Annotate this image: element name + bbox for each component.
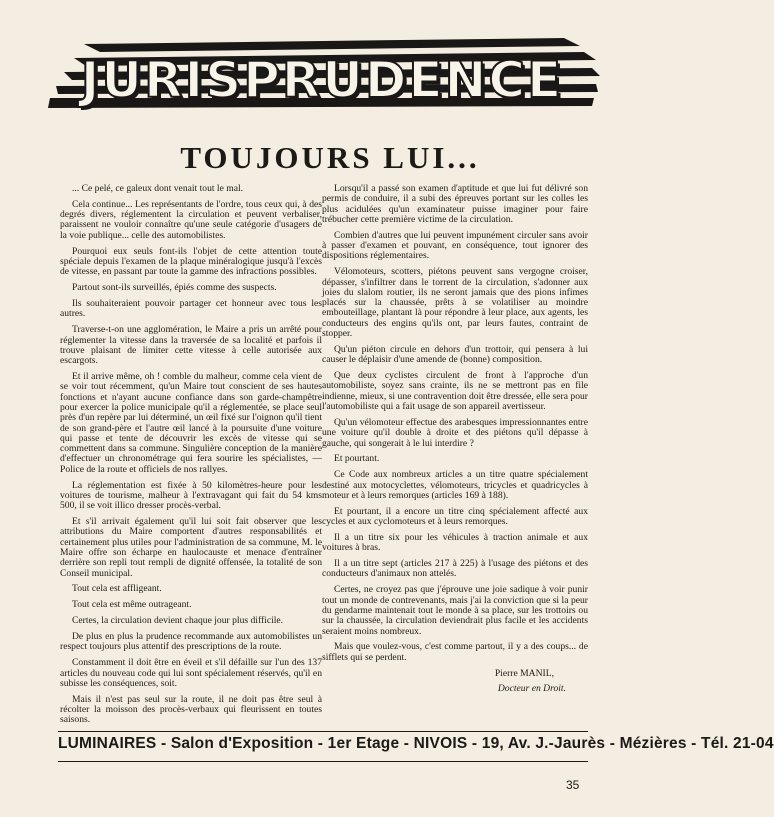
- paragraph: Traverse-t-on une agglomération, le Maire a pris un arrêté pour réglementer la vitesse dans la traversée de sa localité et parfois il trouve plaisant de limiter cette vitesse à celle autorisée aux escargots.: [60, 324, 322, 367]
- paragraph: Qu'un piéton circule en dehors d'un trottoir, qui pensera à lui causer le déplaisir d'une amende de (bonne) composition.: [322, 343, 588, 366]
- paragraph: Que deux cyclistes circulent de front à l'approche d'un automobiliste, soyez sans crainte, ils ne se mettront pas en file indienne, mieux, si une contravention doit être dressée, elle sera pour l'automobiliste qui a fait usage de son appareil avertisseur.: [322, 370, 588, 413]
- advertisement: LUMINAIRES - Salon d'Exposition - 1er Etage - NIVOIS - 19, Av. J.-Jaurès - Mézières - Tél. 21-04: [58, 735, 774, 752]
- paragraph: Et pourtant.: [334, 453, 380, 465]
- paragraph: Il a un titre sept (articles 217 à 225) à l'usage des piétons et des conducteurs d'animaux non attelés.: [322, 558, 588, 580]
- right-column: [322, 184, 588, 700]
- paragraph: Et il arrive même, oh ! comble du malheur, comme cela vient de se voir tout récemment, qu'un Maire tout conscient de ses hautes fonctions et n'ayant aucune confiance dans son garde-champêtre pour exercer la police municipale qu'il a réglementée, se place seul près d'un repère par lui déterminé, un œil fixé sur l'oignon qu'il tient de son grand-père et l'autre œil lancé à la poursuite d'une voiture qui passe et tente de découvrir les excès de vitesse qui se commettent dans sa commune. Singulière conception de la manière d'effectuer un chronométrage qui fera sourire les spécialistes, — Police de la route et officiels de nos rallyes.: [60, 371, 322, 475]
- paragraph: Et pourtant, il a encore un titre cinq spécialement affecté aux cycles et aux cyclomoteurs et à leurs remorques.: [322, 505, 588, 528]
- paragraph: Cela continue... Les représentants de l'ordre, tous ceux qui, à des degrés divers, réglementent la circulation et peuvent verbaliser, paraissent ne vouloir connaître qu'une seule catégorie d'usagers de la voie publique... celle des automobilistes.: [60, 198, 322, 241]
- paragraph: Combien d'autres que lui peuvent impunément circuler sans avoir à passer d'examen et pouvant, en conséquence, tout ignorer des dispositions réglementaires.: [322, 229, 588, 262]
- paragraph: Qu'un vélomoteur effectue des arabesques impressionnantes entre une voiture qu'il double à droite et des piétons qu'il dépasse à gauche, qui songerait à le lui interdire ?: [322, 416, 588, 449]
- advert-rule-bottom: [58, 761, 588, 762]
- paragraph: Mais il n'est pas seul sur la route, il ne doit pas être seul à récolter la moisson des procès-verbaux qui fleurissent en toutes saisons.: [60, 693, 322, 726]
- left-column: [60, 184, 322, 731]
- advert-rule-top: [58, 731, 588, 732]
- paragraph: Lorsqu'il a passé son examen d'aptitude et que lui fut délivré son permis de conduire, il a subi des épreuves portant sur les colles les plus acidulées qu'un examinateur puisse imaginer pour faire trébucher cette première victime de la circulation.: [322, 183, 588, 225]
- paragraph: Tout cela est même outrageant.: [72, 599, 192, 611]
- paragraph: Mais que voulez-vous, c'est comme partout, il y a des coups... de sifflets qui se perdent.: [322, 641, 588, 663]
- page-number: 35: [566, 778, 580, 792]
- section-banner: [44, 38, 600, 112]
- article-title: TOUJOURS LUI...: [180, 140, 480, 175]
- paragraph: Il a un titre six pour les véhicules à traction animale et aux voitures à bras.: [322, 531, 588, 554]
- paragraph: Constamment il doit être en éveil et s'il défaille sur l'un des 137 articles du nouveau code qui lui sont spécialement réservés, qu'il en subisse les conséquences, soit.: [60, 657, 322, 689]
- paragraph: Ce Code aux nombreux articles a un titre quatre spécialement destiné aux motocyclettes, vélomoteurs, tricycles et quadricycles à moteur et à leurs remorques (articles 169 à 188).: [322, 469, 588, 501]
- paragraph: Vélomoteurs, scotters, piétons peuvent sans vergogne croiser, dépasser, s'infiltrer dans le torrent de la circulation, s'adonner aux joies du slalom routier, ils ne seront jamais que des pions infimes placés sur la chaussée, prêts à se volatiliser au moindre embouteillage, plantant là pour répondre à leur place, aux agents, les conducteurs des engins qu'ils ont, par leurs fautes, contraint de stopper.: [322, 266, 588, 340]
- paragraph: Pourquoi eux seuls font-ils l'objet de cette attention toute spéciale depuis l'examen de la plaque minéralogique jusqu'à l'excès de vitesse, en passant par toute la gamme des infractions possibles.: [60, 245, 322, 278]
- paragraph: Ils souhaiteraient pouvoir partager cet honneur avec tous les autres.: [60, 298, 322, 320]
- banner-title: JURISPRUDENCE: [80, 51, 564, 109]
- paragraph: Tout cela est affligeant.: [72, 583, 162, 595]
- author-title: Docteur en Droit.: [497, 683, 566, 695]
- author-name: Pierre MANIL,: [494, 667, 554, 679]
- paragraph: Certes, ne croyez pas que j'éprouve une joie sadique à voir punir tout un monde de contrevenants, mais j'ai la conviction que si la peur du gendarme maintenait tout le monde à sa place, sur les trottoirs ou sur la chaussée, la circulation deviendrait plus facile et les accidents seraient moins nombreux.: [322, 584, 588, 637]
- paragraph: ... Ce pelé, ce galeux dont venait tout le mal.: [72, 183, 244, 194]
- paragraph: Et s'il arrivait également qu'il lui soit fait observer que les attributions du Maire comportent d'autres responsabilités et certainement plus utiles pour l'administration de sa commune, M. le Maire offre son écharpe en haulocauste et menace d'entraîner derrière son repli tout rempli de dignité offensée, la totalité de son Conseil municipal.: [60, 516, 322, 579]
- paragraph: Certes, la circulation devient chaque jour plus difficile.: [72, 615, 284, 627]
- paragraph: La réglementation est fixée à 50 kilomètres-heure pour les voitures de tourisme, malheur à l'extravagant qui fait du 54 kms 500, il se voit illico dresser procès-verbal.: [60, 479, 322, 512]
- paragraph: De plus en plus la prudence recommande aux automobilistes un respect toujours plus attentif des prescriptions de la route.: [60, 631, 322, 653]
- paragraph: Partout sont-ils surveillés, épiés comme des suspects.: [72, 282, 277, 294]
